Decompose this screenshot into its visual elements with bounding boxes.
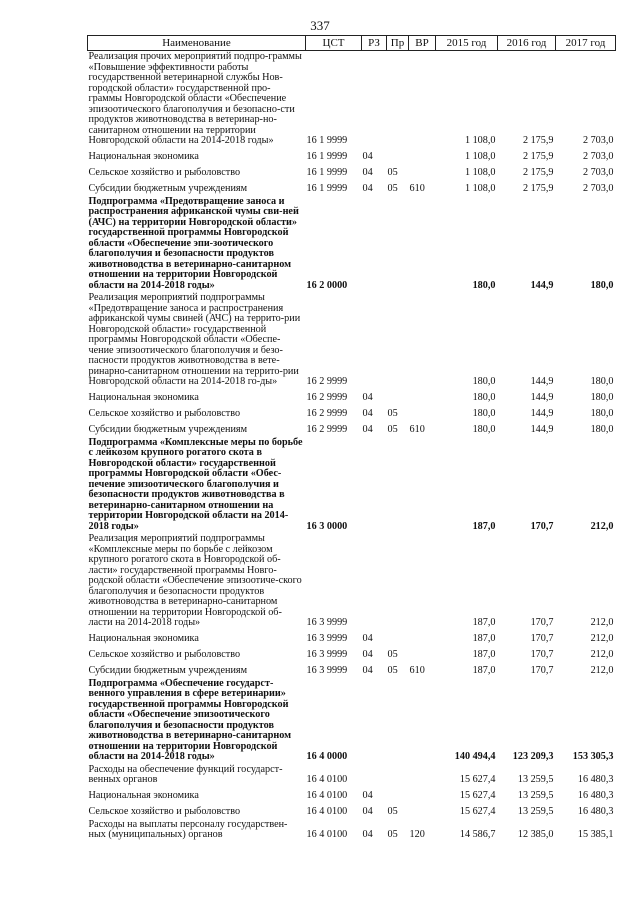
header-cst: ЦСТ (306, 36, 362, 51)
table-row (88, 803, 616, 819)
cell-y2017: 212,0 (590, 665, 614, 676)
cell-y2016: 170,7 (530, 633, 554, 644)
cell-pr (387, 148, 409, 164)
cell-name: Субсидии бюджетным учреждениям (88, 183, 248, 194)
cell-y2016: 144,9 (530, 279, 554, 291)
cell-pr: 05 (387, 408, 398, 419)
cell-y2016: 2 175,9 (522, 151, 554, 162)
cell-pr (387, 533, 409, 630)
cell-y2017: 16 480,3 (577, 806, 614, 817)
cell-name: Сельское хозяйство и рыболовство (88, 167, 241, 178)
cell-y2017: 212,0 (590, 520, 614, 532)
table-row (88, 421, 616, 437)
cell-y2015: 180,0 (472, 392, 496, 403)
cell-cst: 16 3 9999 (306, 649, 348, 660)
cell-y2015: 187,0 (472, 633, 496, 644)
cell-pr (387, 764, 409, 787)
cell-cst: 16 2 9999 (306, 408, 348, 419)
cell-name: Национальная экономика (88, 151, 199, 162)
cell-vr (409, 51, 436, 148)
cell-y2016: 170,7 (530, 520, 554, 532)
cell-y2015: 15 627,4 (459, 774, 496, 785)
page-number: 337 (310, 18, 330, 33)
cell-y2016: 170,7 (530, 649, 554, 660)
cell-cst: 16 4 0100 (306, 829, 348, 840)
cell-cst: 16 1 9999 (306, 183, 348, 194)
cell-y2015: 180,0 (472, 424, 496, 435)
table-row (88, 819, 616, 842)
cell-y2016: 13 259,5 (517, 790, 554, 801)
cell-y2015: 140 494,4 (454, 751, 496, 762)
table-row (88, 533, 616, 630)
cell-vr (409, 437, 436, 534)
cell-vr: 120 (409, 829, 425, 840)
cell-pr: 05 (387, 829, 398, 840)
cell-rz (362, 196, 387, 293)
cell-y2017: 2 703,0 (582, 183, 614, 194)
header-pr: Пр (387, 36, 409, 51)
table-row (88, 787, 616, 803)
cell-y2016: 12 385,0 (517, 829, 554, 840)
cell-name: Подпрограмма «Обеспечение государст-венного управления в сфере ветеринарии» государственной программы Новгородской области «Обеспечение эпизоотического благополучия и безопасности продуктов животноводства в ветеринарно-санитарном отношении на территории Новгородской области на 2014-2018 годы» (88, 677, 292, 762)
cell-y2016: 170,7 (530, 617, 554, 628)
table-row (88, 662, 616, 678)
cell-pr (387, 196, 409, 293)
cell-y2015: 180,0 (472, 376, 496, 387)
header-rz: РЗ (362, 36, 387, 51)
cell-rz (362, 678, 387, 764)
cell-rz: 04 (362, 665, 373, 676)
cell-vr: 610 (409, 183, 425, 194)
cell-vr (409, 630, 436, 646)
cell-name: Реализация мероприятий подпрограммы «Предотвращение заноса и распространения африканской чумы свиней (АЧС) на террито-рии Новгородской области» государственной программы Новгородской области «Обеспе-чение эпизоотического благополучия и безо-пасности продуктов животноводства в вете-ринарно-санитарном отношении на террито-рии Новгородской области на 2014-2018 го-ды» (88, 292, 301, 387)
cell-name: Реализация прочих мероприятий подпро-граммы «Повышение эффективности работы государственной ветеринарной службы Нов-городской области» государственной про-граммы Новгородской области «Обеспечение эпизоотического благополучия и безопасно-сти продуктов животноводства в ветеринар-но-санитарном отношении на территории Новгородской области на 2014-2018 годы» (88, 51, 302, 146)
cell-cst: 16 2 9999 (306, 424, 348, 435)
cell-pr: 05 (387, 424, 398, 435)
cell-name: Субсидии бюджетным учреждениям (88, 424, 248, 435)
header-vr: ВР (409, 36, 436, 51)
cell-y2015: 14 586,7 (459, 829, 496, 840)
cell-rz (362, 764, 387, 787)
table-row (88, 164, 616, 180)
cell-y2017: 180,0 (590, 279, 614, 291)
cell-pr: 05 (387, 665, 398, 676)
cell-y2017: 153 305,3 (572, 751, 614, 762)
cell-y2016: 170,7 (530, 665, 554, 676)
cell-y2017: 2 703,0 (582, 151, 614, 162)
cell-y2016: 2 175,9 (522, 135, 554, 146)
cell-cst: 16 3 9999 (306, 665, 348, 676)
cell-name: Подпрограмма «Предотвращение заноса и распространения африканской чумы сви-ней (АЧС) на территории Новгородской области» государственной программы Новгородской области «Обеспечение эпи-зоотического благополучия и безопасности продуктов животноводства в ветеринарно-санитарном отношении на территории Новгородской области на 2014-2018 годы» (88, 195, 299, 291)
cell-y2015: 1 108,0 (464, 135, 496, 146)
cell-y2017: 16 480,3 (577, 790, 614, 801)
table-row (88, 196, 616, 293)
cell-cst: 16 3 9999 (306, 633, 348, 644)
cell-y2016: 123 209,3 (512, 751, 554, 762)
cell-y2016: 2 175,9 (522, 183, 554, 194)
table-row (88, 437, 616, 534)
cell-vr (409, 164, 436, 180)
header-2016: 2016 год (498, 36, 556, 51)
cell-cst: 16 4 0100 (306, 806, 348, 817)
cell-y2016: 13 259,5 (517, 806, 554, 817)
cell-cst: 16 2 0000 (306, 279, 348, 291)
cell-vr (409, 803, 436, 819)
cell-cst: 16 1 9999 (306, 151, 348, 162)
cell-vr (409, 787, 436, 803)
cell-y2015: 1 108,0 (464, 151, 496, 162)
cell-vr (409, 533, 436, 630)
cell-vr (409, 764, 436, 787)
cell-cst: 16 3 9999 (306, 617, 348, 628)
cell-rz: 04 (362, 151, 373, 162)
cell-pr (387, 389, 409, 405)
cell-y2015: 1 108,0 (464, 167, 496, 178)
cell-rz: 04 (362, 829, 373, 840)
cell-y2017: 212,0 (590, 633, 614, 644)
cell-y2016: 144,9 (530, 424, 554, 435)
cell-vr (409, 646, 436, 662)
cell-name: Реализация мероприятий подпрограммы «Комплексные меры по борьбе с лейкозом крупного рогатого скота в Новгородской об-ласти» государственной программы Новго-родской области «Обеспечение эпизоотиче-ского благополучия и безопасности продуктов животноводства в ветеринарно-санитарном отношении на территории Новгородской об-ласти на 2014-2018 годы» (88, 533, 302, 628)
header-2015: 2015 год (436, 36, 498, 51)
cell-cst: 16 4 0100 (306, 790, 348, 801)
cell-y2015: 1 108,0 (464, 183, 496, 194)
cell-rz: 04 (362, 167, 373, 178)
cell-y2016: 144,9 (530, 392, 554, 403)
cell-rz: 04 (362, 790, 373, 801)
table-row (88, 646, 616, 662)
cell-y2015: 180,0 (472, 408, 496, 419)
table-row (88, 292, 616, 389)
cell-pr: 05 (387, 183, 398, 194)
header-name: Наименование (88, 36, 306, 51)
cell-name: Сельское хозяйство и рыболовство (88, 806, 241, 817)
cell-y2016: 13 259,5 (517, 774, 554, 785)
cell-cst: 16 1 9999 (306, 167, 348, 178)
cell-pr (387, 51, 409, 148)
table-row (88, 180, 616, 196)
cell-y2016: 144,9 (530, 376, 554, 387)
cell-name: Расходы на обеспечение функций государст-венных органов (88, 763, 283, 785)
cell-y2015: 15 627,4 (459, 806, 496, 817)
cell-y2017: 180,0 (590, 392, 614, 403)
cell-pr (387, 787, 409, 803)
table-row (88, 764, 616, 787)
cell-y2015: 15 627,4 (459, 790, 496, 801)
cell-y2016: 144,9 (530, 408, 554, 419)
cell-cst: 16 2 9999 (306, 392, 348, 403)
cell-y2017: 212,0 (590, 617, 614, 628)
table-row (88, 51, 616, 148)
cell-rz: 04 (362, 408, 373, 419)
cell-rz: 04 (362, 633, 373, 644)
cell-y2015: 187,0 (472, 617, 496, 628)
cell-rz: 04 (362, 183, 373, 194)
cell-vr (409, 405, 436, 421)
table-row (88, 630, 616, 646)
cell-rz (362, 51, 387, 148)
cell-y2017: 2 703,0 (582, 167, 614, 178)
cell-vr (409, 292, 436, 389)
table-row (88, 389, 616, 405)
cell-y2017: 2 703,0 (582, 135, 614, 146)
cell-name: Национальная экономика (88, 790, 199, 801)
cell-y2015: 187,0 (472, 665, 496, 676)
cell-y2017: 212,0 (590, 649, 614, 660)
cell-y2017: 15 385,1 (577, 829, 614, 840)
table-row (88, 405, 616, 421)
cell-vr: 610 (409, 665, 425, 676)
header-2017: 2017 год (556, 36, 616, 51)
cell-rz (362, 292, 387, 389)
cell-y2015: 187,0 (472, 520, 496, 532)
cell-pr (387, 437, 409, 534)
table-row (88, 148, 616, 164)
cell-y2016: 2 175,9 (522, 167, 554, 178)
cell-y2017: 180,0 (590, 424, 614, 435)
cell-cst: 16 3 0000 (306, 520, 348, 532)
cell-pr: 05 (387, 167, 398, 178)
cell-name: Сельское хозяйство и рыболовство (88, 408, 241, 419)
cell-vr: 610 (409, 424, 425, 435)
cell-name: Расходы на выплаты персоналу государствен-ных (муниципальных) органов (88, 818, 288, 840)
cell-name: Подпрограмма «Комплексные меры по борьбе с лейкозом крупного рогатого скота в Новгородской области» государственной программы Новгородской области «Обес-печение эпизоотического благополучия и безопасности продуктов животноводства в ветеринарно-санитарном отношении на территории Новгородской области на 2014-2018 годы» (88, 436, 303, 532)
cell-name: Национальная экономика (88, 392, 199, 403)
cell-pr (387, 292, 409, 389)
cell-name: Субсидии бюджетным учреждениям (88, 665, 248, 676)
cell-y2015: 187,0 (472, 649, 496, 660)
cell-rz: 04 (362, 392, 373, 403)
cell-vr (409, 196, 436, 293)
cell-pr (387, 630, 409, 646)
cell-rz: 04 (362, 649, 373, 660)
cell-vr (409, 148, 436, 164)
cell-vr (409, 389, 436, 405)
cell-y2017: 180,0 (590, 408, 614, 419)
cell-cst: 16 2 9999 (306, 376, 348, 387)
cell-pr (387, 678, 409, 764)
cell-pr: 05 (387, 806, 398, 817)
cell-y2017: 16 480,3 (577, 774, 614, 785)
cell-cst: 16 4 0100 (306, 774, 348, 785)
cell-rz: 04 (362, 806, 373, 817)
table-header-row (88, 36, 616, 51)
table-body (88, 51, 616, 842)
cell-cst: 16 4 0000 (306, 751, 348, 762)
table-row (88, 678, 616, 764)
cell-cst: 16 1 9999 (306, 135, 348, 146)
cell-pr: 05 (387, 649, 398, 660)
cell-y2015: 180,0 (472, 279, 496, 291)
cell-rz: 04 (362, 424, 373, 435)
budget-table (87, 35, 616, 842)
cell-rz (362, 437, 387, 534)
cell-name: Национальная экономика (88, 633, 199, 644)
cell-name: Сельское хозяйство и рыболовство (88, 649, 241, 660)
cell-rz (362, 533, 387, 630)
cell-vr (409, 678, 436, 764)
cell-y2017: 180,0 (590, 376, 614, 387)
